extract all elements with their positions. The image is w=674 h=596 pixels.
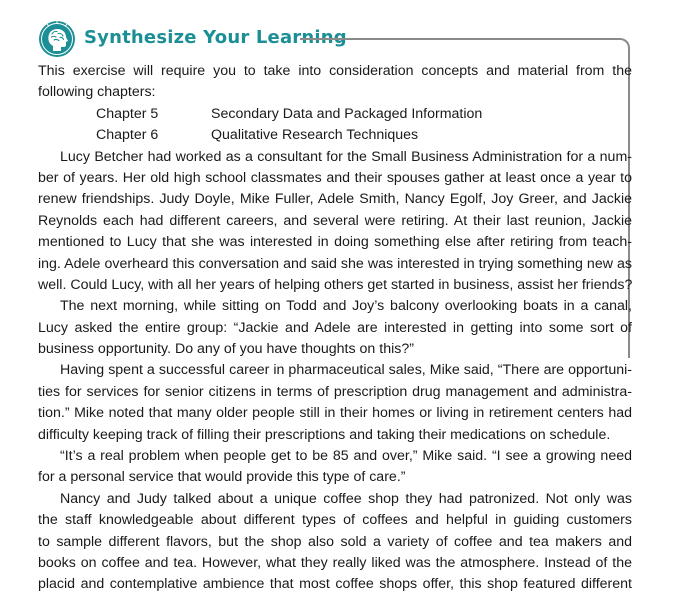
case-paragraph — [38, 489, 632, 596]
text-line: placid and contemplative ambience that most coffee shops offer, this shop featured different — [38, 576, 632, 593]
text-line: Nancy and Judy talked about a unique coffee shop they had patronized. Not only was — [60, 490, 632, 507]
text-line: tion.” Mike noted that many older people still in their homes or living in retirement centers had — [38, 405, 632, 422]
text-line: This exercise will require you to take into consideration concepts and material from the — [38, 63, 632, 79]
chapter-title: Qualitative Research Techniques — [211, 127, 419, 144]
text-line: Lucy Betcher had worked as a consultant for the Small Business Administration for a num- — [60, 148, 632, 165]
text-line: well. Could Lucy, with all her years of helping others get started in business, assist her friends? — [38, 276, 633, 293]
text-line: mentioned to Lucy that she was interested in doing something else after retiring from teach- — [38, 234, 632, 251]
chapter-item — [38, 104, 632, 125]
case-paragraph — [38, 446, 632, 489]
head-profile-icon — [38, 20, 76, 58]
case-paragraph — [38, 147, 632, 297]
text-line: business opportunity. Do any of you have thoughts on this?” — [38, 341, 414, 358]
text-line: ties for services for senior citizens in terms of prescription drug management and administra- — [38, 383, 632, 400]
text-line: the staff knowledgeable about different types of coffees and helpful in guiding customers — [38, 512, 632, 529]
text-line: difficulty keeping track of filling their prescriptions and taking their medications on schedule. — [38, 426, 611, 443]
text-line: ing. Adele overheard this conversation and said she was interested in trying something new as — [38, 255, 632, 272]
text-line: ber of years. Her old high school classmates and their spouses gather at least once a year to — [38, 169, 632, 186]
case-paragraph — [38, 296, 632, 360]
chapter-list — [38, 104, 632, 147]
text-line: The next morning, while sitting on Todd and Joy’s balcony overlooking boats in a canal, — [60, 298, 632, 315]
case-paragraph — [38, 360, 632, 446]
text-line: renew friendships. Judy Doyle, Mike Fuller, Adele Smith, Nancy Egolf, Joy Greer, and Jackie — [38, 191, 632, 208]
chapter-number: Chapter 5 — [96, 105, 159, 122]
intro-paragraph — [38, 61, 632, 104]
text-line: Lucy asked the entire group: “Jackie and Adele are interested in getting into some sort of — [38, 319, 632, 336]
text-line: for a personal service that would provide this type of care.” — [38, 469, 406, 486]
text-line: “It’s a real problem when people get to be 85 and over,” Mike said. “I see a growing need — [60, 448, 632, 465]
text-line: to sample different flavors, but the shop also sold a variety of coffee and tea makers and — [38, 533, 632, 550]
text-line: following chapters: — [38, 84, 156, 101]
text-line: Reynolds each had different careers, and several were retiring. At their last reunion, Jackie — [38, 212, 632, 229]
chapter-item — [38, 125, 632, 146]
chapter-number: Chapter 6 — [96, 127, 159, 144]
chapter-title: Secondary Data and Packaged Information — [211, 105, 483, 122]
text-line: books on coffee and tea. However, what they really liked was the atmosphere. Instead of the — [38, 554, 632, 571]
section-title: Synthesize Your Learning — [84, 27, 347, 48]
exercise-body — [38, 61, 632, 596]
text-line: Having spent a successful career in pharmaceutical sales, Mike said, “There are opportuni- — [60, 362, 632, 379]
